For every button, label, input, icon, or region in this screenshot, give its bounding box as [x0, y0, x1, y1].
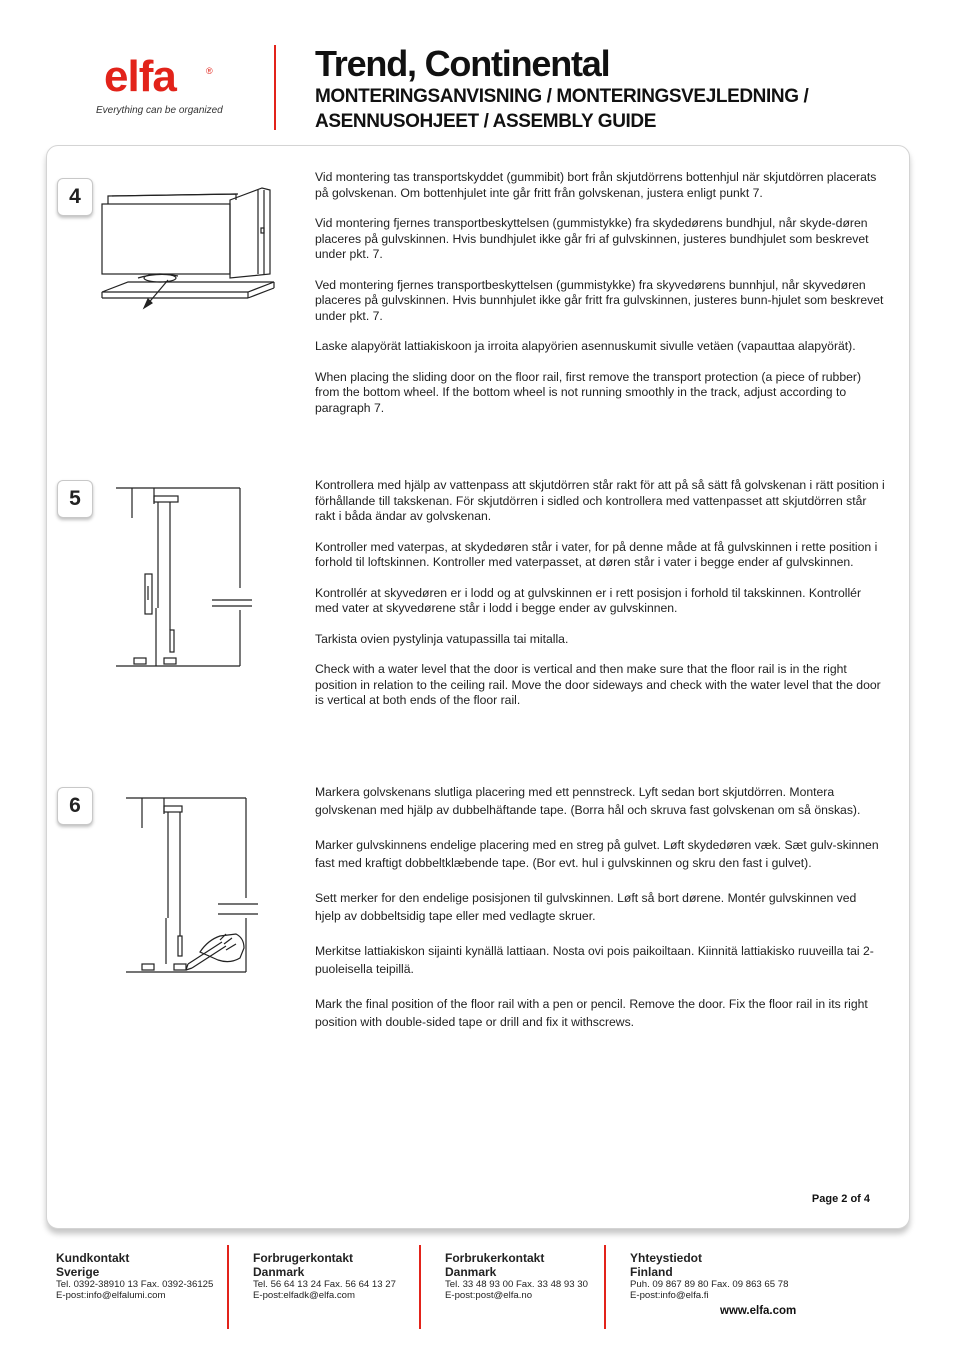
contact-country: Danmark	[445, 1265, 497, 1279]
step-paragraph-da: Kontroller med vaterpas, at skydedøren står i vater, for på denne måde at få gulvskinnen i rette position i forhold til loftskinnen. Kontroller med vaterpasset, at døren står i vater i begge ender af gulvskinnen.	[315, 539, 878, 569]
contact-heading: Yhteystiedot	[630, 1251, 703, 1265]
contact-phone: Tel. 33 48 93 00 Fax. 33 48 93 30	[445, 1279, 588, 1290]
step-paragraph-sv: Kontrollera med hjälp av vattenpass att skjutdörren står rakt för att på så sätt få golvskenan i rätt position i förhållande till takskenan. För skjutdörren i sidled och kontrollera med vattenpasset att skjutdörren står rakt i båda ändar av golvskenan.	[315, 478, 885, 523]
contact-block-denmark	[253, 1251, 396, 1301]
step-paragraph-da: Marker gulvskinnens endelige placering med en streg på gulvet. Løft skydedøren væk. Sæt gulv-skinnen fast med kraftigt dobbeltklæbende tape. (Bor evt. hul i gulvskinnen og skru den fast i gulvet).	[315, 838, 879, 870]
step-number-badge: 5	[57, 480, 93, 518]
contact-heading: Forbrugerkontakt	[253, 1251, 354, 1265]
step-paragraph-en: When placing the sliding door on the floor rail, first remove the transport protection (a piece of rubber) from the bottom wheel. If the bottom wheel is not running smoothly in the track, adjust according to paragraph 7.	[315, 369, 862, 415]
page-title: Trend, Continental	[315, 43, 610, 84]
door-bottom-wheel-icon	[98, 178, 280, 310]
contact-phone: Puh. 09 867 89 80 Fax. 09 863 65 78	[630, 1279, 789, 1290]
step-5-text	[315, 478, 885, 724]
pencil-mark-icon	[122, 794, 262, 976]
page-subtitle: MONTERINGSANVISNING / MONTERINGSVEJLEDNING / ASENNUSOHJEET / ASSEMBLY GUIDE	[315, 86, 809, 132]
step-paragraph-da: Vid montering fjernes transportbeskyttelsen (gummistykke) fra skydedørens bundhjul, når skyde-døren placeres på gulvskinnen. Hvis bundhjulet ikke går fri af gulvskinnen, justeres bundhjulet som beskrevet under pkt. 7.	[315, 216, 869, 261]
step-number-badge: 4	[57, 178, 93, 216]
contact-phone: Tel. 0392-38910 13 Fax. 0392-36125	[56, 1279, 214, 1290]
step-paragraph-en: Mark the final position of the floor rail with a pen or pencil. Remove the door. Fix the floor rail in its right position with double-sided tape or drill and fix it withscrews.	[315, 997, 868, 1029]
contact-block-norway	[445, 1251, 588, 1301]
footer-divider	[227, 1245, 229, 1329]
contact-block-finland	[630, 1251, 788, 1301]
step-paragraph-en: Check with a water level that the door is vertical and then make sure that the floor rail is in the right position in relation to the ceiling rail. Move the door sideways and check with the water level that the door is vertical at both ends of the floor rail.	[315, 662, 881, 707]
footer-divider	[604, 1245, 606, 1329]
step-paragraph-no: Kontrollér at skyvedøren er i lodd og at gulvskinnen er i rett posisjon i forhold til takskinnen. Kontrollér med vater at skyvedørene står i lodd i begge ender av gulvskinnen.	[315, 585, 862, 615]
step-paragraph-no: Sett merker for den endelige posisjonen til gulvskinnen. Løft så bort dørene. Montér gulvskinnen ved hjelp av dobbeltsidig tape eller med vedlagte skruer.	[315, 891, 857, 923]
step-number-badge: 6	[57, 787, 93, 825]
contact-email: E-post:elfadk@elfa.com	[253, 1290, 355, 1301]
step-paragraph-sv: Vid montering tas transportskyddet (gummibit) bort från skjutdörrens bottenhjul när skjutdörren placerats på golvskenan. Om bottenhjulet inte går fritt från golvskenan, justera enligt punkt 7.	[315, 170, 877, 200]
contact-country: Finland	[630, 1265, 673, 1279]
contact-phone: Tel. 56 64 13 24 Fax. 56 64 13 27	[253, 1279, 396, 1290]
step-paragraph-sv: Markera golvskenans slutliga placering med ett pennstreck. Lyft sedan bort skjutdörren. Montera golvskenan med hjälp av dubbelhäftande tape. (Borra hål och skruva fast golvskenan om så önskas).	[315, 785, 861, 817]
contact-country: Danmark	[253, 1265, 305, 1279]
page-number: Page 2 of 4	[811, 1193, 870, 1205]
contact-block-sweden	[56, 1251, 213, 1301]
footer-divider	[419, 1245, 421, 1329]
step-paragraph-fi: Tarkista ovien pystylinja vatupassilla tai mitalla.	[315, 631, 569, 646]
header-divider	[274, 45, 276, 130]
contact-country: Sverige	[56, 1265, 100, 1279]
website-link[interactable]: www.elfa.com	[720, 1305, 797, 1317]
contact-heading: Kundkontakt	[56, 1251, 130, 1265]
contact-email: E-post:info@elfalumi.com	[56, 1290, 166, 1301]
water-level-icon	[112, 484, 254, 670]
contact-heading: Forbrukerkontakt	[445, 1251, 545, 1265]
contact-email: E-post:info@elfa.fi	[630, 1290, 709, 1301]
step-paragraph-no: Ved montering fjernes transportbeskyttelsen (gummistykke) fra skyvedørens bunnhjul, når skyvedøren placeres på gulvskinnen. Hvis bunnhjulet ikke går fritt fra gulvskinnen, justeres bunn-hjulet som beskrevet under pkt. 7.	[315, 277, 884, 323]
step-paragraph-fi: Merkitse lattiakiskon sijainti kynällä lattiaan. Nosta ovi pois paikoiltaan. Kiinnitä lattiakisko ruuveilla tai 2-puoleisella teipillä.	[315, 944, 874, 976]
step-paragraph-fi: Laske alapyörät lattiakiskoon ja irroita alapyörien asennuskumit sivulle vetäen (vapauttaa alapyörät).	[315, 339, 856, 353]
contact-email: E-post:post@elfa.no	[445, 1290, 533, 1301]
step-6-text	[315, 783, 885, 1048]
logo-tagline: Everything can be organized	[96, 105, 223, 116]
logo-wordmark: elfa	[104, 52, 176, 101]
registered-mark: ®	[206, 66, 213, 76]
step-4-text	[315, 170, 885, 431]
